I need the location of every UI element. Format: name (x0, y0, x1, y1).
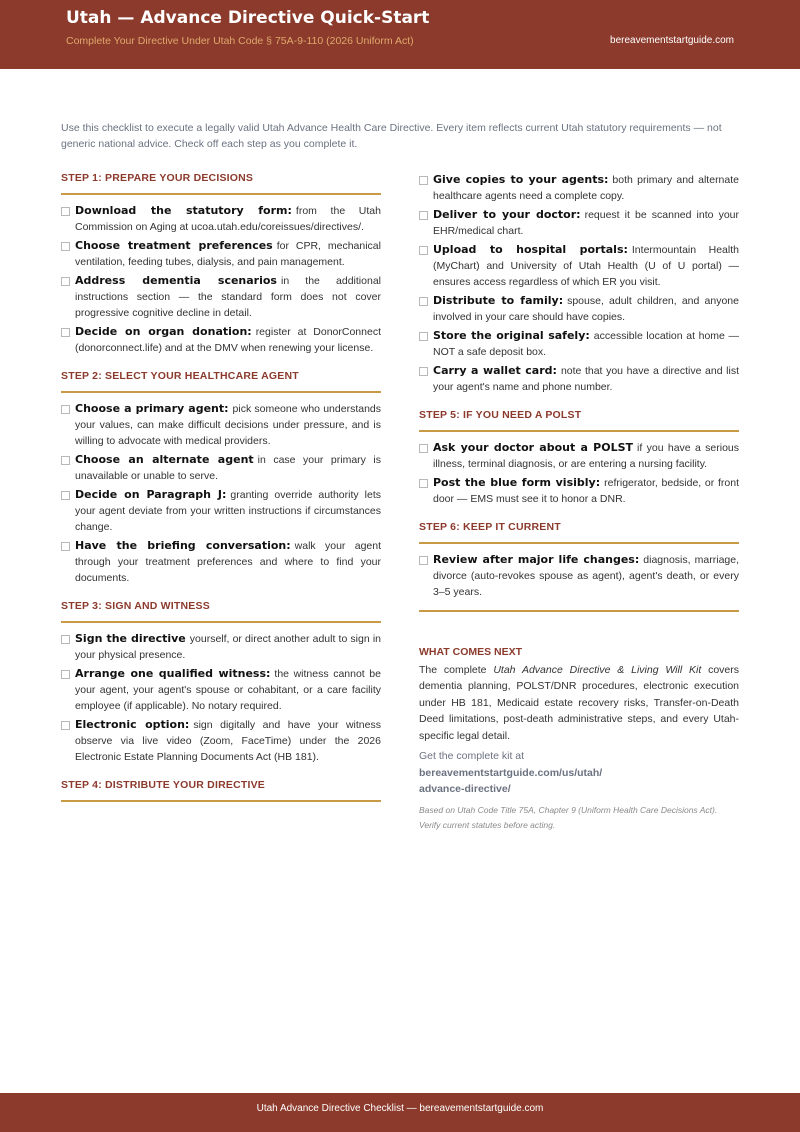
checklist-item (419, 552, 739, 600)
header-site-link[interactable]: bereavementstartguide.com (610, 35, 734, 46)
footer-banner (0, 1093, 800, 1132)
intro-text: Use this checklist to execute a legally valid Utah Advance Health Care Directive. Every item reflects current Utah statutory requirements — not generic national advice. Check off each step as you complete it. (61, 122, 722, 150)
checkbox[interactable] (61, 456, 70, 465)
item-label: Electronic option: (75, 718, 190, 731)
item-text: both primary and alternate healthcare agents need a complete copy. (433, 174, 739, 202)
item-text: for CPR, mechanical ventilation, feeding tubes, dialysis, and pain management. (75, 240, 381, 268)
checkbox[interactable] (419, 176, 428, 185)
checklist-item (61, 238, 381, 270)
checklist-item (61, 666, 381, 714)
checklist-item (61, 717, 381, 765)
checklist-item (61, 452, 381, 484)
item-label: Review after major life changes: (433, 553, 640, 566)
item-label: Decide on Paragraph J: (75, 488, 227, 501)
checkbox[interactable] (61, 207, 70, 216)
next-body-pre: The complete (419, 663, 494, 676)
checkbox[interactable] (419, 332, 428, 341)
item-label: Choose treatment preferences (75, 239, 273, 252)
checkbox[interactable] (419, 246, 428, 255)
next-body (419, 662, 739, 745)
item-text: request it be scanned into your EHR/medical chart. (433, 209, 739, 237)
item-text: in case your primary is unavailable or unable to serve. (75, 454, 381, 482)
item-label: Download the statutory form: (75, 204, 292, 217)
checklist-item (419, 172, 739, 204)
step-heading: STEP 5: IF YOU NEED A POLST (419, 409, 739, 432)
checklist-item (419, 328, 739, 360)
checklist-item (419, 293, 739, 325)
item-text: spouse, adult children, and anyone involved in your care should have copies. (433, 295, 739, 323)
checklist-item (419, 242, 739, 290)
item-text: granting override authority lets your agent deviate from your written instructions if circumstances change. (75, 489, 381, 533)
item-label: Upload to hospital portals: (433, 243, 628, 256)
get-kit-text: Get the complete kit at (419, 750, 525, 762)
checkbox[interactable] (61, 277, 70, 286)
checkbox[interactable] (61, 670, 70, 679)
kit-link[interactable] (419, 765, 739, 798)
step-heading: STEP 4: DISTRIBUTE YOUR DIRECTIVE (61, 779, 381, 802)
item-text: in the additional instructions section — the standard form does not cover progressive cognitive decline in detail. (75, 275, 381, 319)
checkbox[interactable] (61, 242, 70, 251)
item-text: the witness cannot be your agent, your agent's spouse or cohabitant, or a care facility employee (if applicable). No notary required. (75, 668, 381, 712)
kit-link-line-1[interactable]: bereavementstartguide.com/us/utah/ (419, 766, 603, 779)
next-body-post: covers dementia planning, POLST/DNR procedures, electronic execution under HB 181, Medicaid estate recovery risks, Transfer-on-Death Deed limitations, post-death administrative steps, and every Utah-specific legal detail. (419, 663, 739, 742)
item-label: Choose an alternate agent (75, 453, 254, 466)
item-label: Give copies to your agents: (433, 173, 609, 186)
statute-note: Based on Utah Code Title 75A, Chapter 9 (Uniform Health Care Decisions Act). Verify current statutes before acting. (419, 804, 718, 830)
item-text: sign digitally and have your witness observe via live video (Zoom, FaceTime) under the 2026 Electronic Estate Planning Documents Act (HB 181). (75, 719, 381, 763)
checkbox[interactable] (61, 721, 70, 730)
item-label: Store the original safely: (433, 329, 590, 342)
what-comes-next (419, 644, 739, 833)
item-text: Intermountain Health (MyChart) and University of Utah Health (U of U portal) — ensures access regardless of which ER you visit. (433, 244, 739, 288)
checkbox[interactable] (61, 542, 70, 551)
page-title: Utah — Advance Directive Quick-Start (66, 8, 430, 28)
item-label: Distribute to family: (433, 294, 564, 307)
item-label: Ask your doctor about a POLST (433, 441, 634, 454)
item-label: Deliver to your doctor: (433, 208, 581, 221)
item-label: Carry a wallet card: (433, 364, 557, 377)
item-text: if you have a serious illness, terminal diagnosis, or are entering a nursing facility. (433, 442, 739, 470)
checkbox[interactable] (419, 297, 428, 306)
next-heading: WHAT COMES NEXT (419, 646, 523, 658)
checklist-item (61, 487, 381, 535)
checklist-item (419, 207, 739, 239)
checklist-item (61, 538, 381, 586)
item-label: Choose a primary agent: (75, 402, 229, 415)
left-column (61, 172, 381, 810)
checklist-item (61, 273, 381, 321)
item-label: Arrange one qualified witness: (75, 667, 271, 680)
item-text: register at DonorConnect (donorconnect.life) and at the DMV when renewing your license. (75, 326, 381, 354)
checklist-item (419, 363, 739, 395)
item-text: diagnosis, marriage, divorce (auto-revokes spouse as agent), agent's death, or every 3–5 years. (433, 554, 740, 598)
checklist-item (419, 475, 739, 507)
item-label: Decide on organ donation: (75, 325, 252, 338)
checkbox[interactable] (419, 479, 428, 488)
checkbox[interactable] (419, 444, 428, 453)
step-heading: STEP 1: PREPARE YOUR DECISIONS (61, 172, 381, 195)
checkbox[interactable] (61, 328, 70, 337)
checklist-item (419, 440, 739, 472)
item-text: note that you have a directive and list your agent's name and phone number. (433, 365, 739, 393)
checkbox[interactable] (61, 405, 70, 414)
item-text: pick someone who understands your values, can make difficult decisions under pressure, and is willing to advocate with medical providers. (75, 403, 381, 447)
item-text: refrigerator, bedside, or front door — EMS must see it to honor a DNR. (433, 477, 739, 505)
checkbox[interactable] (61, 635, 70, 644)
item-label: Address dementia scenarios (75, 274, 277, 287)
checklist-item (61, 203, 381, 235)
checkbox[interactable] (419, 556, 428, 565)
item-text: accessible location at home — NOT a safe deposit box. (433, 330, 740, 358)
item-text: from the Utah Commission on Aging at ucoa.utah.edu/coreissues/directives/. (75, 205, 381, 233)
footer-text: Utah Advance Directive Checklist — bereavementstartguide.com (256, 1103, 544, 1114)
item-label: Have the briefing conversation: (75, 539, 291, 552)
header-banner (0, 0, 800, 69)
step-heading: STEP 3: SIGN AND WITNESS (61, 600, 381, 623)
checkbox[interactable] (61, 491, 70, 500)
page-subtitle: Complete Your Directive Under Utah Code § 75A-9-110 (2026 Uniform Act) (66, 35, 414, 47)
right-column (419, 172, 739, 612)
step-heading: STEP 2: SELECT YOUR HEALTHCARE AGENT (61, 370, 381, 393)
checkbox[interactable] (419, 367, 428, 376)
item-text: yourself, or direct another adult to sign in your physical presence. (75, 633, 381, 661)
checklist-item (61, 324, 381, 356)
item-label: Sign the directive (75, 632, 186, 645)
checklist-item (61, 631, 381, 663)
item-text: walk your agent through your treatment preferences and where to find your documents. (75, 540, 382, 584)
kit-link-line-2[interactable]: advance-directive/ (419, 783, 511, 795)
step-heading: STEP 6: KEEP IT CURRENT (419, 521, 739, 544)
section-divider (419, 610, 739, 612)
kit-title: Utah Advance Directive & Living Will Kit (493, 663, 702, 676)
checkbox[interactable] (419, 211, 428, 220)
checklist-item (61, 401, 381, 449)
item-label: Post the blue form visibly: (433, 476, 601, 489)
